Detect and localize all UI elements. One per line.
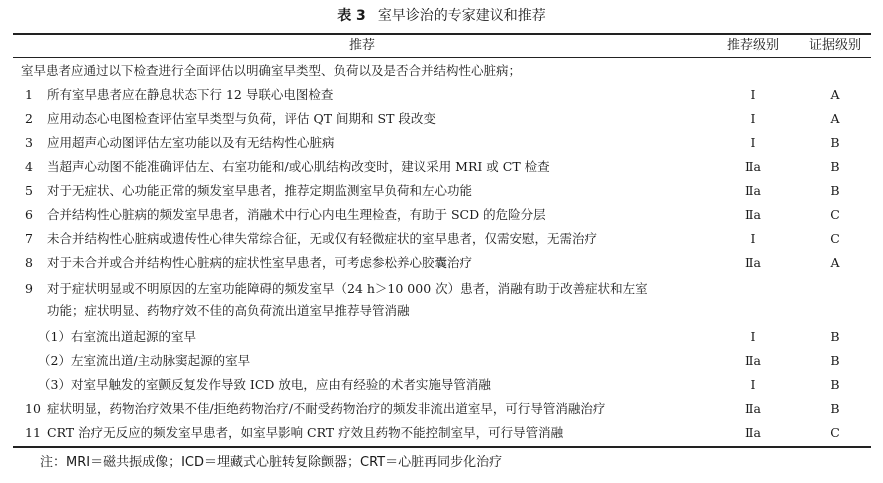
row-level: C xyxy=(830,231,840,246)
row-text: 对于未合并或合并结构性心脏病的症状性室早患者，可考虑参松养心胶囊治疗 xyxy=(47,255,473,270)
row-text: CRT 治疗无反应的频发室早患者，如室早影响 CRT 疗效且药物不能控制室早，可行导管消融 xyxy=(47,425,564,440)
row-number: 5 xyxy=(25,183,33,198)
table-label: 表 3 xyxy=(337,8,366,24)
table-row xyxy=(13,421,871,445)
row-text-line1: 对于症状明显或不明原因的左室功能障碍的频发室早（24 h＞10 000 次）患者，消融有助于改善症状和左室 xyxy=(47,281,648,296)
row-level: B xyxy=(830,183,840,198)
row-class: Ⅱa xyxy=(745,207,761,222)
table-row xyxy=(13,278,871,322)
intro-row xyxy=(13,59,871,83)
table-row xyxy=(13,397,871,421)
table-row xyxy=(13,107,871,131)
row-number: 4 xyxy=(25,159,33,174)
table-row xyxy=(13,203,871,227)
row-class: Ⅰ xyxy=(750,87,756,102)
header-level: 证据级别 xyxy=(808,38,861,53)
row-text: 应用超声心动图评估左室功能以及有无结构性心脏病 xyxy=(47,135,335,150)
subrow-text: （2）左室流出道/主动脉窦起源的室早 xyxy=(38,353,251,368)
header-class: 推荐级别 xyxy=(726,38,779,53)
row-text: 应用动态心电图检查评估室早类型与负荷，评估 QT 间期和 ST 段改变 xyxy=(47,111,436,126)
row-level: B xyxy=(830,353,840,368)
row-level: B xyxy=(830,159,840,174)
row-number: 1 xyxy=(25,87,33,102)
row-level: A xyxy=(830,87,840,102)
subrow-text: （3）对室早触发的室颤反复发作导致 ICD 放电，应由有经验的术者实施导管消融 xyxy=(38,377,491,392)
intro-text: 室早患者应通过以下检查进行全面评估以明确室早类型、负荷以及是否合并结构性心脏病； xyxy=(21,63,522,78)
table-title: 室早诊治的专家建议和推荐 xyxy=(377,8,546,24)
row-level: B xyxy=(830,377,840,392)
row-level: A xyxy=(830,255,840,270)
row-text: 未合并结构性心脏病或遗传性心律失常综合征，无或仅有轻微症状的室早患者，仅需安慰，无需治疗 xyxy=(47,231,598,246)
row-text: 对于无症状、心功能正常的频发室早患者，推荐定期监测室早负荷和左心功能 xyxy=(47,183,473,198)
row-number: 8 xyxy=(25,255,33,270)
row-class: Ⅱa xyxy=(745,401,761,416)
row-number: 10 xyxy=(25,401,41,416)
table-row xyxy=(13,155,871,179)
table-footnote: 注：MRI＝磁共振成像；ICD＝埋藏式心脏转复除颤器；CRT＝心脏再同步化治疗 xyxy=(40,455,503,470)
row-text: 症状明显，药物治疗效果不佳/拒绝药物治疗/不耐受药物治疗的频发非流出道室早，可行导管消融治疗 xyxy=(47,401,606,416)
row-class: Ⅱa xyxy=(745,159,761,174)
row-class: Ⅱa xyxy=(745,255,761,270)
row-text: 所有室早患者应在静息状态下行 12 导联心电图检查 xyxy=(47,87,334,102)
row-text: 当超声心动图不能准确评估左、右室功能和/或心肌结构改变时，建议采用 MRI 或 CT 检查 xyxy=(47,159,550,174)
row-number: 9 xyxy=(25,281,33,296)
row-level: B xyxy=(830,135,840,150)
row-level: B xyxy=(830,401,840,416)
row-class: Ⅰ xyxy=(750,111,756,126)
header-recommendation: 推荐 xyxy=(348,38,375,53)
table-subrow xyxy=(13,325,871,349)
top-rule xyxy=(13,33,871,35)
row-level: C xyxy=(830,425,840,440)
row-level: A xyxy=(830,111,840,126)
row-class: Ⅰ xyxy=(750,135,756,150)
table-row xyxy=(13,83,871,107)
row-class: Ⅱa xyxy=(745,183,761,198)
row-number: 3 xyxy=(25,135,33,150)
row-level: B xyxy=(830,329,840,344)
row-number: 6 xyxy=(25,207,33,222)
table-caption xyxy=(0,7,883,25)
table-subrow xyxy=(13,373,871,397)
table-row xyxy=(13,227,871,251)
row-level: C xyxy=(830,207,840,222)
row-class: Ⅰ xyxy=(750,329,756,344)
table-row xyxy=(13,131,871,155)
row-class: Ⅰ xyxy=(750,377,756,392)
subrow-text: （1）右室流出道起源的室早 xyxy=(38,329,196,344)
row-class: Ⅱa xyxy=(745,353,761,368)
row-number: 2 xyxy=(25,111,33,126)
header-rule xyxy=(13,57,871,58)
row-number: 7 xyxy=(25,231,33,246)
row-text-line2: 功能；症状明显、药物疗效不佳的高负荷流出道室早推荐导管消融 xyxy=(47,303,410,318)
row-class: Ⅱa xyxy=(745,425,761,440)
bottom-rule xyxy=(13,446,871,448)
table-row xyxy=(13,251,871,275)
table-subrow xyxy=(13,349,871,373)
row-class: Ⅰ xyxy=(750,231,756,246)
row-number: 11 xyxy=(25,425,41,440)
table-row xyxy=(13,179,871,203)
row-text: 合并结构性心脏病的频发室早患者，消融术中行心内电生理检查，有助于 SCD 的危险分层 xyxy=(47,207,546,222)
